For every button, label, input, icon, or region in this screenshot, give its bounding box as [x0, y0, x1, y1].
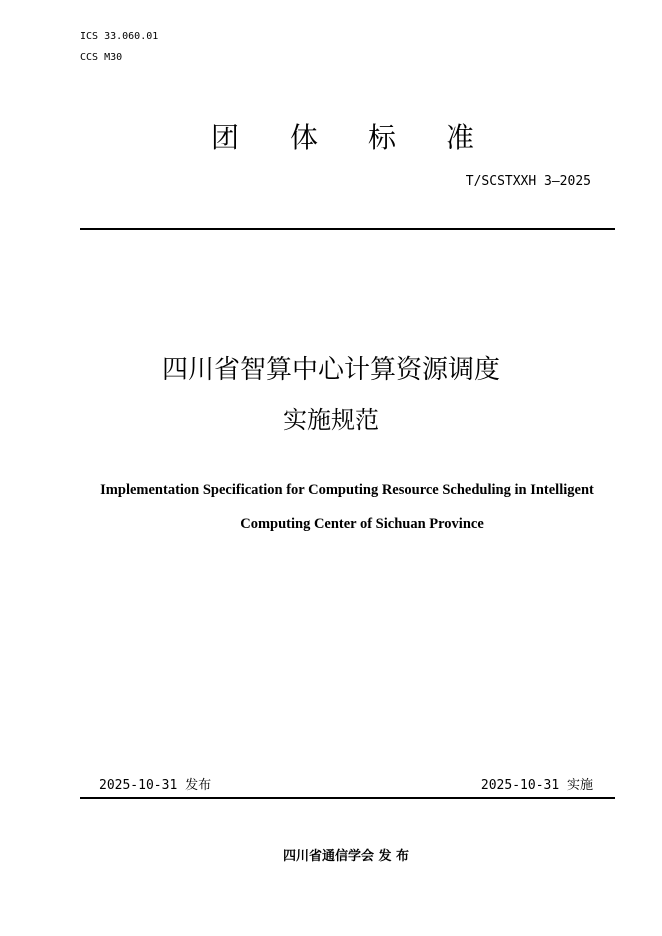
- standard-type-char: 标: [368, 121, 397, 154]
- ccs-code: CCS M30: [80, 52, 123, 63]
- standard-type-heading: [0, 118, 662, 158]
- standard-type-char: 团: [211, 121, 240, 154]
- english-title-line2: Computing Center of Sichuan Province: [240, 516, 484, 532]
- chinese-title-line2: 实施规范: [283, 406, 379, 434]
- implementation-date: 2025-10-31 实施: [480, 778, 593, 793]
- bottom-divider: [80, 797, 615, 799]
- chinese-title-line1: 四川省智算中心计算资源调度: [161, 355, 500, 385]
- ics-code: ICS 33.060.01: [80, 31, 159, 42]
- standard-type-char: 体: [290, 121, 319, 154]
- standard-number: T/SCSTXXH 3—2025: [465, 174, 591, 189]
- issue-date: 2025-10-31 发布: [99, 778, 212, 793]
- publisher: 四川省通信学会 发 布: [282, 849, 410, 864]
- top-divider: [80, 228, 615, 230]
- english-title-line1: Implementation Specification for Computing Resource Scheduling in Intelligent: [100, 482, 594, 498]
- standard-type-char: 准: [446, 121, 475, 154]
